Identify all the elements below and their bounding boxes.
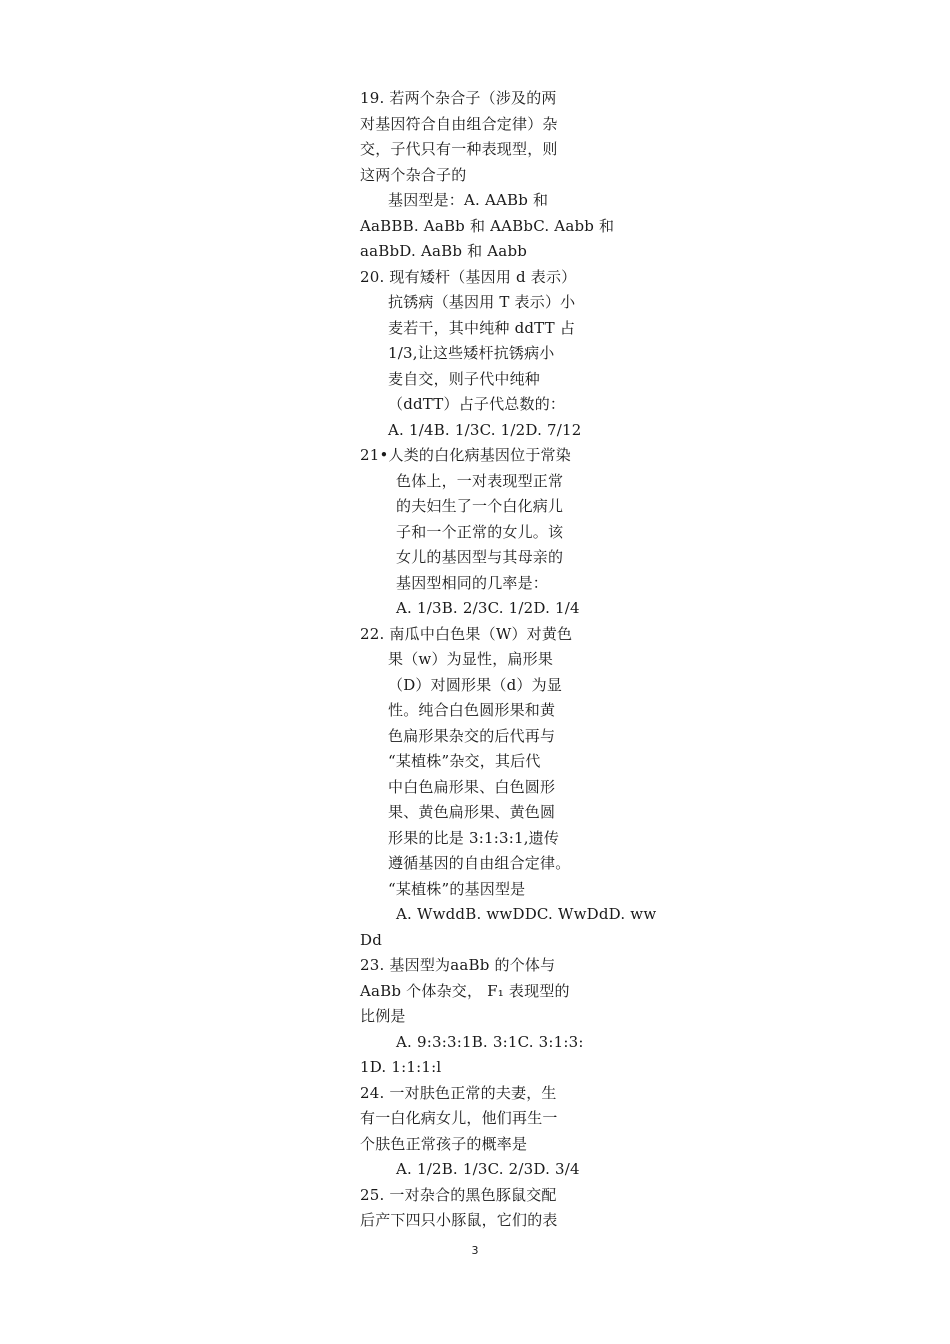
text-line: 遵循基因的自由组合定律。: [388, 854, 571, 872]
text-line: 对基因符合自由组合定律）杂: [360, 114, 558, 133]
question-text-block: [360, 86, 657, 1234]
text-line: AaBb 个体杂交， F₁ 表现型的: [360, 981, 570, 1000]
text-line: 麦自交，则子代中纯种: [388, 369, 541, 388]
text-line: 个肤色正常孩子的概率是: [360, 1134, 528, 1153]
text-line: 比例是: [360, 1007, 406, 1025]
text-line: Dd: [360, 930, 383, 949]
text-line: 后产下四只小豚鼠，它们的表: [360, 1211, 558, 1229]
text-line: 有一白化病女儿，他们再生一: [360, 1109, 558, 1127]
text-line: 24. 一对肤色正常的夫妻，生: [360, 1083, 557, 1102]
text-line: 色扁形果杂交的后代再与: [388, 726, 556, 745]
text-line: A. 1/4B. 1/3C. 1/2D. 7/12: [388, 420, 582, 439]
text-line: 这两个杂合子的: [360, 165, 467, 184]
text-line: 23. 基因型为aaBb 的个体与: [360, 956, 556, 974]
page-number: 3: [471, 1244, 479, 1257]
text-line: “某植株”杂交，其后代: [388, 752, 541, 770]
text-line: 麦若干，其中纯种 ddTT 占: [388, 318, 576, 337]
text-line: 交，子代只有一种表现型，则: [360, 140, 558, 158]
text-line: AaBBB. AaBb 和 AABbC. Aabb 和: [360, 216, 615, 235]
text-line: 果（w）为显性，扁形果: [388, 650, 554, 668]
text-line: aaBbD. AaBb 和 Aabb: [360, 242, 528, 260]
text-line: 基因型是：A. AABb 和: [388, 191, 549, 209]
text-line: 1D. 1:1:1:l: [360, 1058, 442, 1076]
text-line: 果、黄色扁形果、黄色圆: [388, 803, 556, 821]
text-line: 中白色扁形果、白色圆形: [388, 777, 556, 796]
text-line: 抗锈病（基因用 T 表示）小: [388, 293, 576, 311]
text-line: （ddTT）占子代总数的：: [388, 395, 566, 413]
text-line: 21•人类的白化病基因位于常染: [360, 446, 571, 464]
text-line: 25. 一对杂合的黑色豚鼠交配: [360, 1185, 557, 1204]
text-line: A. 1/2B. 1/3C. 2/3D. 3/4: [396, 1160, 580, 1178]
text-line: 19. 若两个杂合子（涉及的两: [360, 89, 557, 107]
text-line: 性。纯合白色圆形果和黄: [388, 701, 556, 719]
text-line: “某植株”的基因型是: [388, 879, 526, 898]
text-line: 20. 现有矮杆（基因用 d 表示）: [360, 267, 577, 286]
text-line: （D）对圆形果（d）为显: [388, 675, 563, 694]
text-line: 子和一个正常的女儿。该: [396, 522, 564, 541]
text-line: A. 9:3:3:1B. 3:1C. 3:1:3:: [396, 1032, 584, 1051]
text-line: A. WwddB. wwDDC. WwDdD. ww: [396, 905, 657, 923]
text-line: 基因型相同的几率是：: [396, 573, 549, 592]
text-line: A. 1/3B. 2/3C. 1/2D. 1/4: [396, 599, 580, 617]
text-line: 女儿的基因型与其母亲的: [396, 548, 564, 566]
text-line: 22. 南瓜中白色果（W）对黄色: [360, 624, 573, 643]
text-line: 的夫妇生了一个白化病儿: [396, 497, 564, 515]
text-line: 色体上，一对表现型正常: [396, 471, 564, 490]
text-line: 1/3,让这些矮杆抗锈病小: [388, 344, 555, 362]
text-line: 形果的比是 3:1:3:1,遗传: [388, 828, 560, 847]
